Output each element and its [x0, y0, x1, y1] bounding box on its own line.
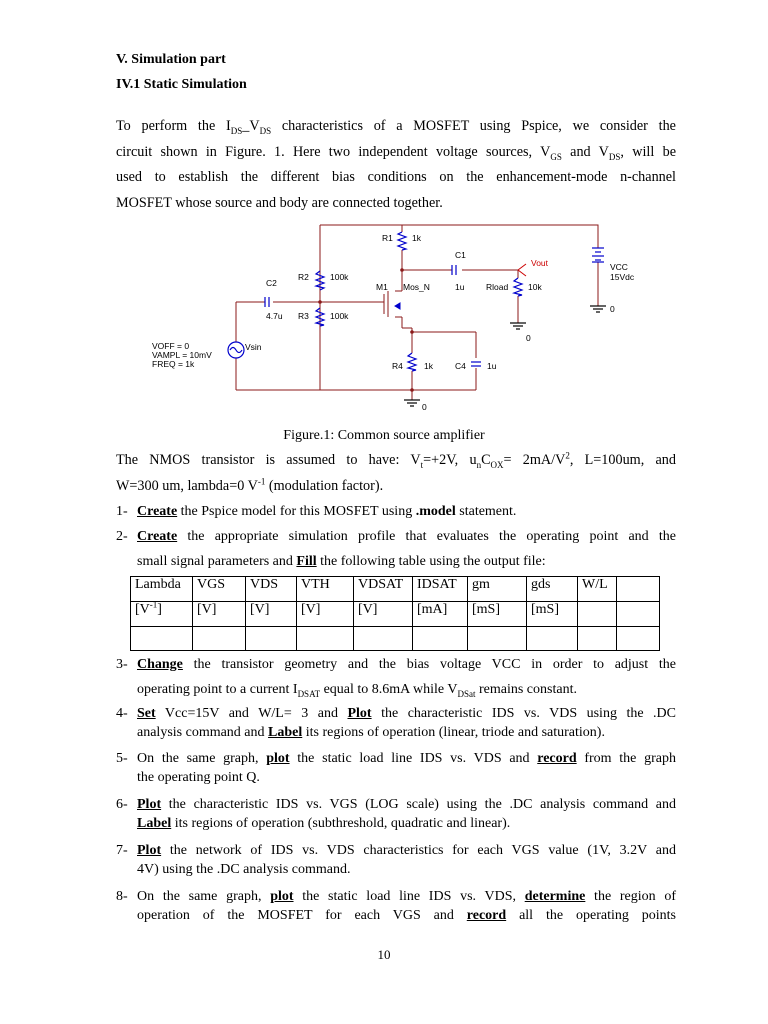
svg-text:4.7u: 4.7u	[266, 311, 283, 321]
svg-text:FREQ = 1k: FREQ = 1k	[152, 359, 195, 369]
svg-text:100k: 100k	[330, 272, 349, 282]
parameter-table: Lambda VGS VDS VTH VDSAT IDSAT gm gds W/L $[V^{-1}]$ [V] [V] [V] [V] [mA] [mS] [mS]	[130, 576, 660, 651]
svg-text:C4: C4	[455, 361, 466, 371]
svg-text:R3: R3	[298, 311, 309, 321]
figure-caption: Figure.1: Common source amplifier	[283, 428, 485, 443]
intro-paragraph: To perform the $I_{DS}\_V_{DS}$ characteristics of a MOSFET using Pspice, we consider the circuit shown in Figure. 1. Here two independent voltage sources, $V_{GS}$ and $V_{DS}$, will be used to establish the different bias conditions on the enhancement-mode n-channel MOSFET whose source and body are connected together.	[116, 118, 676, 211]
svg-text:1k: 1k	[424, 361, 433, 371]
svg-text:1u: 1u	[487, 361, 497, 371]
page-number: 10	[377, 947, 391, 962]
svg-text:1u: 1u	[455, 282, 465, 292]
document-page: V. Simulation part IV.1 Static Simulation To perform the $I_{DS}\_V_{DS}$ characteristics of a MOSFET using Pspice, we consider the circuit shown in Figure. 1. Here two independent voltage sources, $V_{GS}$ and $V_{DS}$, will be used to establish the different bias conditions on the enhancement-mode n-channel MOSFET whose source and body are connected together. R1 1k C1 1u Vout VCC 15Vdc R2 100k M1 Mos_N Rload 10k C2 4.7u R3 100k Vsin VOFF = 0 VAMPL = 10mV FREQ = 1k R4 1k C4 1u 0 0 0 Figure.1: Common source amplifier The NMOS transistor is assumed to have: $V_t=+2V$, $u_nC_{OX}= 2mA/V^2$, L=100um, and W=300 um, lambda=0 $V^{-1}$ (modulation factor). 1- Create the Pspice model for this MOSFET using .model statement. 2- Create the appropriate simulation profile that evaluates the operating point and the small signal parameters and Fill the following table using the output file: Lambda VGS VDS VTH VDSAT IDSAT gm gds W/L $[V^{-1}]$ [V] [V] [V] [V] [mA] [mS] [mS] 3- Change the transistor geometry and the bias voltage VCC in order to adjust the operating point to a current $I_{DSAT}$ equal to 8.6mA while $V_{DSat}$ remains constant. 4- Set Vcc=15V and W/L= 3 and Plot the characteristic IDS vs. VDS using the .DC analysis command and Label its regions of operation (linear, triode and saturation). 5- On the same graph, plot the static load line IDS vs. VDS and record from the graph the operating point Q. 6- Plot the characteristic IDS vs. VGS (LOG scale) using the .DC analysis command and Label its regions of operation (subthreshold, quadratic and linear). 7- Plot the network of IDS vs. VDS characteristics for each VGS value (1V, 3.2V and 4V) using the .DC analysis command. 8- On the same graph, plot the static load line IDS vs. VDS, determine the region of operation of the MOSFET for each VGS and record all the operating points 10	[0, 0, 768, 1024]
svg-text:Vout: Vout	[531, 258, 549, 268]
svg-text:R4: R4	[392, 361, 403, 371]
assumption-paragraph: The NMOS transistor is assumed to have: $V_t=+2V$, $u_nC_{OX}= 2mA/V^2$, L=100um, and W=300 um, lambda=0 $V^{-1}$ (modulation factor).	[116, 450, 676, 494]
svg-text:0: 0	[422, 402, 427, 412]
svg-text:Mos_N: Mos_N	[403, 282, 430, 292]
svg-text:10k: 10k	[528, 282, 542, 292]
circuit-schematic	[140, 218, 640, 423]
section-heading: V. Simulation part	[116, 52, 226, 67]
svg-text:M1: M1	[376, 282, 388, 292]
svg-text:15Vdc: 15Vdc	[610, 272, 635, 282]
svg-text:0: 0	[526, 333, 531, 343]
svg-text:1k: 1k	[412, 233, 421, 243]
svg-text:R1: R1	[382, 233, 393, 243]
svg-text:VOFF = 0: VOFF = 0	[152, 341, 190, 351]
svg-text:R2: R2	[298, 272, 309, 282]
svg-text:0: 0	[610, 304, 615, 314]
svg-text:Vsin: Vsin	[245, 342, 262, 352]
svg-text:VCC: VCC	[610, 262, 628, 272]
svg-text:VAMPL = 10mV: VAMPL = 10mV	[152, 350, 212, 360]
svg-text:Rload: Rload	[486, 282, 509, 292]
svg-text:C2: C2	[266, 278, 277, 288]
svg-text:100k: 100k	[330, 311, 349, 321]
subsection-heading: IV.1 Static Simulation	[116, 77, 247, 92]
svg-text:C1: C1	[455, 250, 466, 260]
